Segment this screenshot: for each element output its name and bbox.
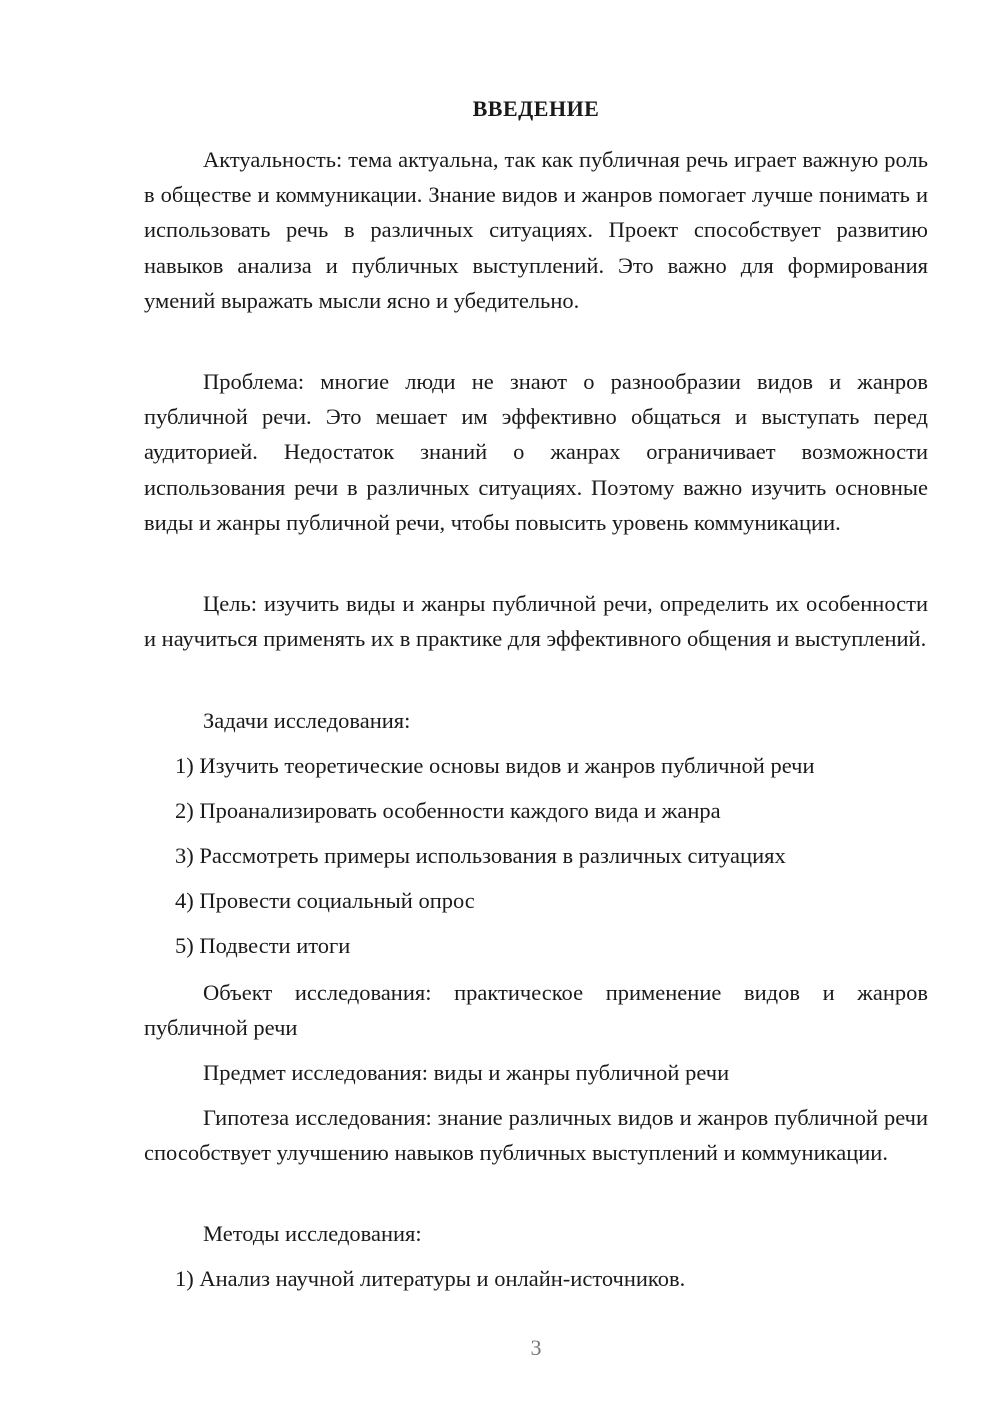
tasks-title: Задачи исследования: xyxy=(203,708,411,733)
task-item: 2) Проанализировать особенности каждого вида и жанра xyxy=(175,798,721,823)
method-item: 1) Анализ научной литературы и онлайн-источников. xyxy=(175,1266,686,1291)
task-item: 3) Рассмотреть примеры использования в различных ситуациях xyxy=(175,843,786,868)
task-item: 5) Подвести итоги xyxy=(175,933,351,958)
section-heading: ВВЕДЕНИЕ xyxy=(472,96,600,121)
goal-paragraph: Цель: изучить виды и жанры публичной речи, определить их особенности и научиться применять их в практике для эффективного общения и выступлений. xyxy=(144,591,928,652)
object-paragraph: Объект исследования: практическое применение видов и жанров публичной речи xyxy=(144,980,928,1041)
hypothesis-paragraph: Гипотеза исследования: знание различных видов и жанров публичной речи способствует улучшению навыков публичных выступлений и коммуникации. xyxy=(144,1105,928,1166)
task-item: 1) Изучить теоретические основы видов и жанров публичной речи xyxy=(175,753,815,778)
methods-title: Методы исследования: xyxy=(203,1221,422,1246)
page-number: 3 xyxy=(530,1335,542,1360)
subject-paragraph: Предмет исследования: виды и жанры публичной речи xyxy=(203,1060,730,1085)
problem-paragraph: Проблема: многие люди не знают о разнообразии видов и жанров публичной речи. Это мешает им эффективно общаться и выступать перед аудиторией. Недостаток знаний о жанрах ограничивает возможности использования речи в различных ситуациях. Поэтому важно изучить основные виды и жанры публичной речи, чтобы повысить уровень коммуникации. xyxy=(144,369,928,535)
relevance-paragraph: Актуальность: тема актуальна, так как публичная речь играет важную роль в обществе и коммуникации. Знание видов и жанров помогает лучше понимать и использовать речь в различных ситуациях. Проект способствует развитию навыков анализа и публичных выступлений. Это важно для формирования умений выражать мысли ясно и убедительно. xyxy=(144,147,928,313)
task-item: 4) Провести социальный опрос xyxy=(175,888,475,913)
